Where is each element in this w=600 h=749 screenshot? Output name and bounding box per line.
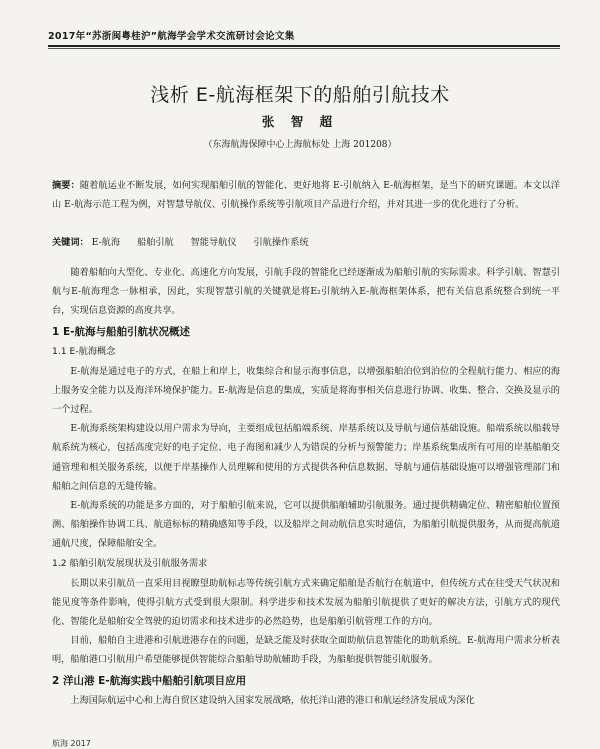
keyword: 船舶引航 — [136, 237, 174, 248]
abstract-text: 随着航运业不断发展，如何实现船舶引航的智能化、更好地将 E-引航纳入 E-航海框架，是当下的研究课题。本文以洋山 E-航海示范工程为例，对智慧导航仪、引航操作系统等引航项目产品进行介绍，并对其进一步的优化进行了分析。 — [52, 180, 560, 210]
page-footer: 航海 2017 — [52, 739, 91, 748]
intro-paragraph: 随着船舶向大型化、专业化、高速化方向发展，引航手段的智能化已经逐渐成为船舶引航的实际需求。科学引航、智慧引航与E-航海理念一脉相承，因此，实现智慧引航的关键就是将E₂引航纳入E-航海框架体系，把有关信息系统整合到统一平台，实现信息资源的高度共享。 — [52, 267, 560, 317]
running-head: 2017年“苏浙闽粤桂沪”航海学会学术交流研讨会论文集 — [48, 31, 295, 42]
paragraph: 上海国际航运中心和上海自贸区建设纳入国家发展战略，依托洋山港的港口和航运经济发展成为深化 — [70, 694, 475, 706]
header-rule-thin — [48, 48, 560, 49]
keywords — [52, 233, 560, 252]
keyword: 引航操作系统 — [253, 237, 309, 248]
paragraph: 目前，船舶自主进港和引航进港存在的问题，是缺乏能及时获取全面助航信息智能化的助航系统。E-航海用户需求分析表明，船舶港口引航用户希望能够提供智能综合船舶导助航辅助手段，为船舶提供智能引航服务。 — [52, 635, 560, 666]
body-text — [52, 263, 560, 710]
paper-title: 浅析 E-航海框架下的船舶引航技术 — [150, 84, 450, 106]
author-name: 张 智 超 — [261, 114, 339, 129]
paragraph: 长期以来引航员一直采用目视瞭望助航标志等传统引航方式来确定船舶是否航行在航道中，但传统方式在往受天气状况和能见度等条件影响，使得引航方式受到很大限制。科学进步和技术发展为船舶引航提供了更好的解决方法，引航方式的现代化、智能化是船舶安全驾驶的迫切需求和技术进步的必然趋势，也是船舶引航管理工作的方向。 — [52, 577, 560, 628]
affiliation: （东海航海保障中心上海航标处 上海 201208） — [203, 140, 397, 150]
header-rule — [48, 45, 560, 47]
section-1-heading: 1 E-航海与船舶引航状况概述 — [52, 325, 190, 338]
paragraph: E-航海是通过电子的方式，在船上和岸上，收集综合和显示海事信息，以增强船舶泊位到泊位的全程航行能力、相应的海上服务安全能力以及海洋环境保护能力。E-航海是信息的集成，实质是将海事相关信息进行协调、收集、整合、交换及显示的一个过程。 — [52, 365, 560, 416]
keywords-label: 关键词： — [52, 237, 89, 248]
subsection-1-2-heading: 1.2 船舶引航发展现状及引航服务需求 — [52, 557, 208, 569]
keyword: 智能导航仪 — [190, 237, 237, 248]
abstract-label: 摘要： — [52, 180, 80, 191]
keyword: E-航海 — [91, 237, 121, 248]
paragraph: E-航海系统的功能是多方面的，对于船舶引航来说，它可以提供船舶辅助引航服务。通过提供精确定位、精密船舶位置预测、船舶操作协调工具、航道标标的精确感知等手段，以及船岸之间动航信息实时通信，为船舶引航提供服务，从而提高航道通航尺度，保障船舶安全。 — [52, 500, 560, 550]
paragraph: E-航海系统架构建设以用户需求为导向，主要组成包括船端系统、岸基系统以及导航与通信基础设施。船端系统以船载导航系统为核心，包括高度完好的电子定位、电子海图和减少人为错误的分析与预警能力；岸基系统集成所有可用的岸基船舶交通管理和相关服务系统，以便于岸基操作人员理解和使用的方式提供各种信息数据、导航与通信基础设施可以增强管理部门和船舶之间信息的无缝传输。 — [52, 423, 560, 492]
subsection-1-1-heading: 1.1 E-航海概念 — [52, 345, 116, 357]
section-2-heading: 2 洋山港 E-航海实践中船舶引航项目应用 — [52, 674, 247, 687]
abstract — [52, 176, 560, 214]
